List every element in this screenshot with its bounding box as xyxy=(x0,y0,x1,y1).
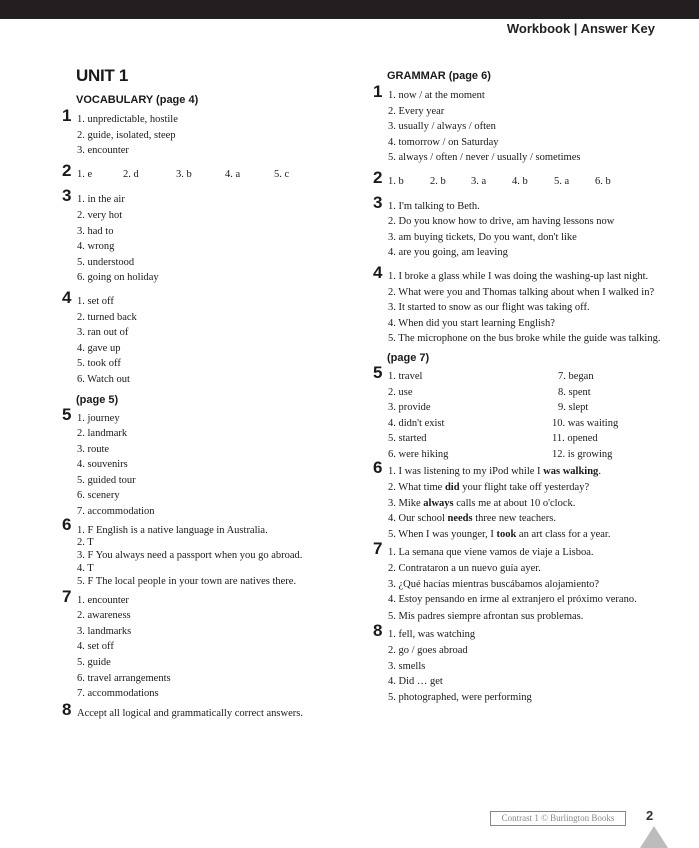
answer-line: 5. photographed, were performing xyxy=(388,691,532,703)
answer-row xyxy=(77,167,352,183)
answer-line: 4. souvenirs xyxy=(77,459,128,471)
exercise-5 xyxy=(62,404,352,520)
answer-item: 2. d xyxy=(123,168,139,180)
exercise-4 xyxy=(62,287,352,388)
text-span: 4. Our school xyxy=(388,513,448,525)
answer-column xyxy=(540,369,618,463)
answer-line: 2. landmark xyxy=(77,428,128,440)
answer-line: Accept all logical and grammatically correct answers. xyxy=(77,707,303,719)
exercise-number: 4 xyxy=(373,262,383,282)
answer-line: 5. guided tour xyxy=(77,474,136,486)
exercise-number: 3 xyxy=(62,186,72,206)
answer-line: 7. accommodation xyxy=(77,506,155,518)
answer-line: 6. scenery xyxy=(77,490,120,502)
answer-line: 9. slept xyxy=(558,402,589,414)
exercise-8 xyxy=(62,699,352,722)
answer-line: 4. didn't exist xyxy=(388,417,445,429)
exercise-number: 1 xyxy=(373,82,383,101)
answer-line: 7. accommodations xyxy=(77,688,159,700)
exercise-3 xyxy=(62,186,352,286)
text-span: calls me at about 10 o'clock. xyxy=(453,497,576,509)
answer-line: 5. always / often / never / usually / sometimes xyxy=(388,152,581,164)
answer-line: 5. The microphone on the bus broke while the guide was talking. xyxy=(388,333,661,345)
answer-item: 3. b xyxy=(176,168,192,180)
answer-line xyxy=(388,511,673,527)
exercise-number: 8 xyxy=(373,621,383,641)
bold-span: was walking xyxy=(543,466,599,478)
text-span: 2. What time xyxy=(388,482,445,494)
answer-line: 6. Watch out xyxy=(77,373,130,385)
answer-line: 4. set off xyxy=(77,641,114,653)
left-column xyxy=(62,64,352,721)
answer-line: 2. very hot xyxy=(77,209,123,221)
exercise-1 xyxy=(62,106,352,159)
copyright-box: Contrast 1 © Burlington Books xyxy=(490,811,626,826)
answer-line: 3. provide xyxy=(388,402,431,414)
answer-line xyxy=(388,480,673,496)
bold-span: needs xyxy=(447,513,473,525)
exercise-2 xyxy=(62,160,352,183)
exercise-8 xyxy=(373,621,673,705)
bold-span: always xyxy=(423,497,454,509)
answer-line: 2. guide, isolated, steep xyxy=(77,129,176,141)
answer-item: 1. e xyxy=(77,168,93,180)
answer-line: 1. F English is a native language in Australia. xyxy=(77,524,268,536)
answer-line: 3. ¿Qué hacías mientras buscábamos alojamiento? xyxy=(388,578,600,590)
answer-line: 1. I broke a glass while I was doing the washing-up last night. xyxy=(388,270,649,282)
answer-line: 2. Do you know how to drive, am having lessons now xyxy=(388,216,615,228)
answer-line: 3. It started to snow as our flight was taking off. xyxy=(388,302,590,314)
answer-line xyxy=(388,527,673,543)
exercise-number: 3 xyxy=(373,192,383,212)
exercise-5 xyxy=(373,362,673,463)
answer-item: 4. a xyxy=(225,168,241,180)
top-bar xyxy=(0,0,699,19)
answer-item: 2. b xyxy=(430,175,446,187)
answer-line: 8. spent xyxy=(558,386,591,398)
page-number: 2 xyxy=(646,808,654,823)
exercise-6 xyxy=(62,514,352,589)
text-span: 3. Mike xyxy=(388,497,424,509)
answer-line: 2. Every year xyxy=(388,105,445,117)
answer-line: 2. What were you and Thomas talking about when I walked in? xyxy=(388,286,655,298)
answer-line: 4. Did … get xyxy=(388,676,443,688)
answer-line: 2. turned back xyxy=(77,311,137,323)
answer-line: 3. F You always need a passport when you go abroad. xyxy=(77,550,303,562)
answer-item: 5. c xyxy=(274,168,290,180)
answer-line: 2. awareness xyxy=(77,610,131,622)
answer-row xyxy=(388,174,673,190)
answer-line: 2. use xyxy=(388,386,413,398)
answer-line xyxy=(388,464,673,480)
exercise-3 xyxy=(373,192,673,261)
exercise-number: 7 xyxy=(62,586,72,606)
answer-item: 4. b xyxy=(512,175,528,187)
page-5-heading: (page 5) xyxy=(76,393,119,406)
right-column xyxy=(373,70,673,705)
exercise-number: 2 xyxy=(373,167,383,187)
answer-line: 4. Estoy pensando en irme al extranjero el próximo verano. xyxy=(388,594,637,606)
text-span: three new teachers. xyxy=(472,513,556,525)
answer-line: 4. are you going, am leaving xyxy=(388,247,508,259)
answer-item: 3. a xyxy=(471,175,487,187)
answer-line: 6. travel arrangements xyxy=(77,672,171,684)
bold-span: took xyxy=(496,528,517,540)
answer-line: 1. journey xyxy=(77,412,120,424)
answer-line: 5. Mis padres siempre afrontan sus problemas. xyxy=(388,610,584,622)
exercise-number: 7 xyxy=(373,539,383,559)
answer-item: 6. b xyxy=(595,175,611,187)
answer-columns xyxy=(388,369,673,463)
answer-line: 1. encounter xyxy=(77,594,129,606)
answer-line: 10. was waiting xyxy=(552,417,619,429)
bold-span: did xyxy=(444,482,460,494)
exercise-2 xyxy=(373,167,673,190)
answer-line: 4. tomorrow / on Saturday xyxy=(388,136,499,148)
text-span: 5. When I was younger, I xyxy=(388,528,497,540)
answer-line: 1. now / at the moment xyxy=(388,90,485,101)
answer-line: 12. is growing xyxy=(552,448,613,460)
text-span: 1. I was listening to my iPod while I xyxy=(388,466,544,478)
answer-line: 3. had to xyxy=(77,225,114,237)
answer-line: 2. go / goes abroad xyxy=(388,645,468,656)
exercise-4 xyxy=(373,262,673,346)
answer-line: 3. route xyxy=(77,443,110,455)
corner-triangle xyxy=(640,826,668,848)
answer-line: 6. going on holiday xyxy=(77,272,159,284)
answer-line: 1. in the air xyxy=(77,194,125,206)
text-span: . xyxy=(598,466,601,478)
page-header: Workbook | Answer Key xyxy=(506,21,655,36)
exercise-number: 5 xyxy=(62,404,72,424)
answer-line: 2. T xyxy=(77,537,94,549)
exercise-number: 2 xyxy=(62,160,72,180)
exercise-number: 1 xyxy=(62,106,72,125)
answer-line: 3. smells xyxy=(388,660,426,672)
answer-line: 4. wrong xyxy=(77,241,115,253)
grammar-heading: GRAMMAR (page 6) xyxy=(387,70,491,82)
exercise-6 xyxy=(373,458,673,542)
answer-line: 5. guide xyxy=(77,657,111,669)
answer-line: 3. landmarks xyxy=(77,625,132,637)
answer-line: 1. fell, was watching xyxy=(388,629,476,641)
answer-line: 5. took off xyxy=(77,358,121,370)
answer-line: 4. T xyxy=(77,563,94,575)
answer-line: 1. set off xyxy=(77,295,114,307)
exercise-number: 6 xyxy=(373,458,383,478)
answer-item: 1. b xyxy=(388,175,404,187)
answer-line: 3. am buying tickets, Do you want, don't like xyxy=(388,231,577,243)
exercise-7 xyxy=(62,586,352,702)
answer-column xyxy=(388,369,540,463)
answer-line: 2. Contrataron a un nuevo guía ayer. xyxy=(388,563,541,575)
answer-item: 5. a xyxy=(554,175,570,187)
exercise-7 xyxy=(373,539,673,624)
answer-line: 1. La semana que viene vamos de viaje a Lisboa. xyxy=(388,547,594,559)
answer-line: 6. were hiking xyxy=(388,448,449,460)
answer-line: 11. opened xyxy=(552,433,598,445)
exercise-number: 6 xyxy=(62,514,72,534)
answer-line: 4. When did you start learning English? xyxy=(388,317,555,329)
answer-line xyxy=(388,496,673,512)
text-span: your flight take off yesterday? xyxy=(459,482,590,494)
exercise-number: 4 xyxy=(62,287,72,307)
answer-line: 4. gave up xyxy=(77,342,121,354)
answer-line: 3. encounter xyxy=(77,145,129,157)
answer-line: 1. unpredictable, hostile xyxy=(77,114,178,125)
text-span: an art class for a year. xyxy=(516,528,611,540)
exercise-number: 5 xyxy=(373,362,383,382)
answer-line: 5. understood xyxy=(77,256,135,268)
unit-title: UNIT 1 xyxy=(76,66,129,85)
page-7-heading: (page 7) xyxy=(387,351,430,364)
answer-line: 5. F The local people in your town are natives there. xyxy=(77,575,297,587)
answer-line: 3. usually / always / often xyxy=(388,121,496,133)
answer-line: 5. started xyxy=(388,433,427,445)
answer-line: 1. I'm talking to Beth. xyxy=(388,200,480,212)
exercise-number: 8 xyxy=(62,699,72,719)
answer-line: 7. began xyxy=(558,370,594,382)
answer-line: 1. travel xyxy=(388,370,423,382)
exercise-1 xyxy=(373,82,673,166)
answer-line: 3. ran out of xyxy=(77,327,129,339)
vocabulary-heading: VOCABULARY (page 4) xyxy=(76,94,199,106)
